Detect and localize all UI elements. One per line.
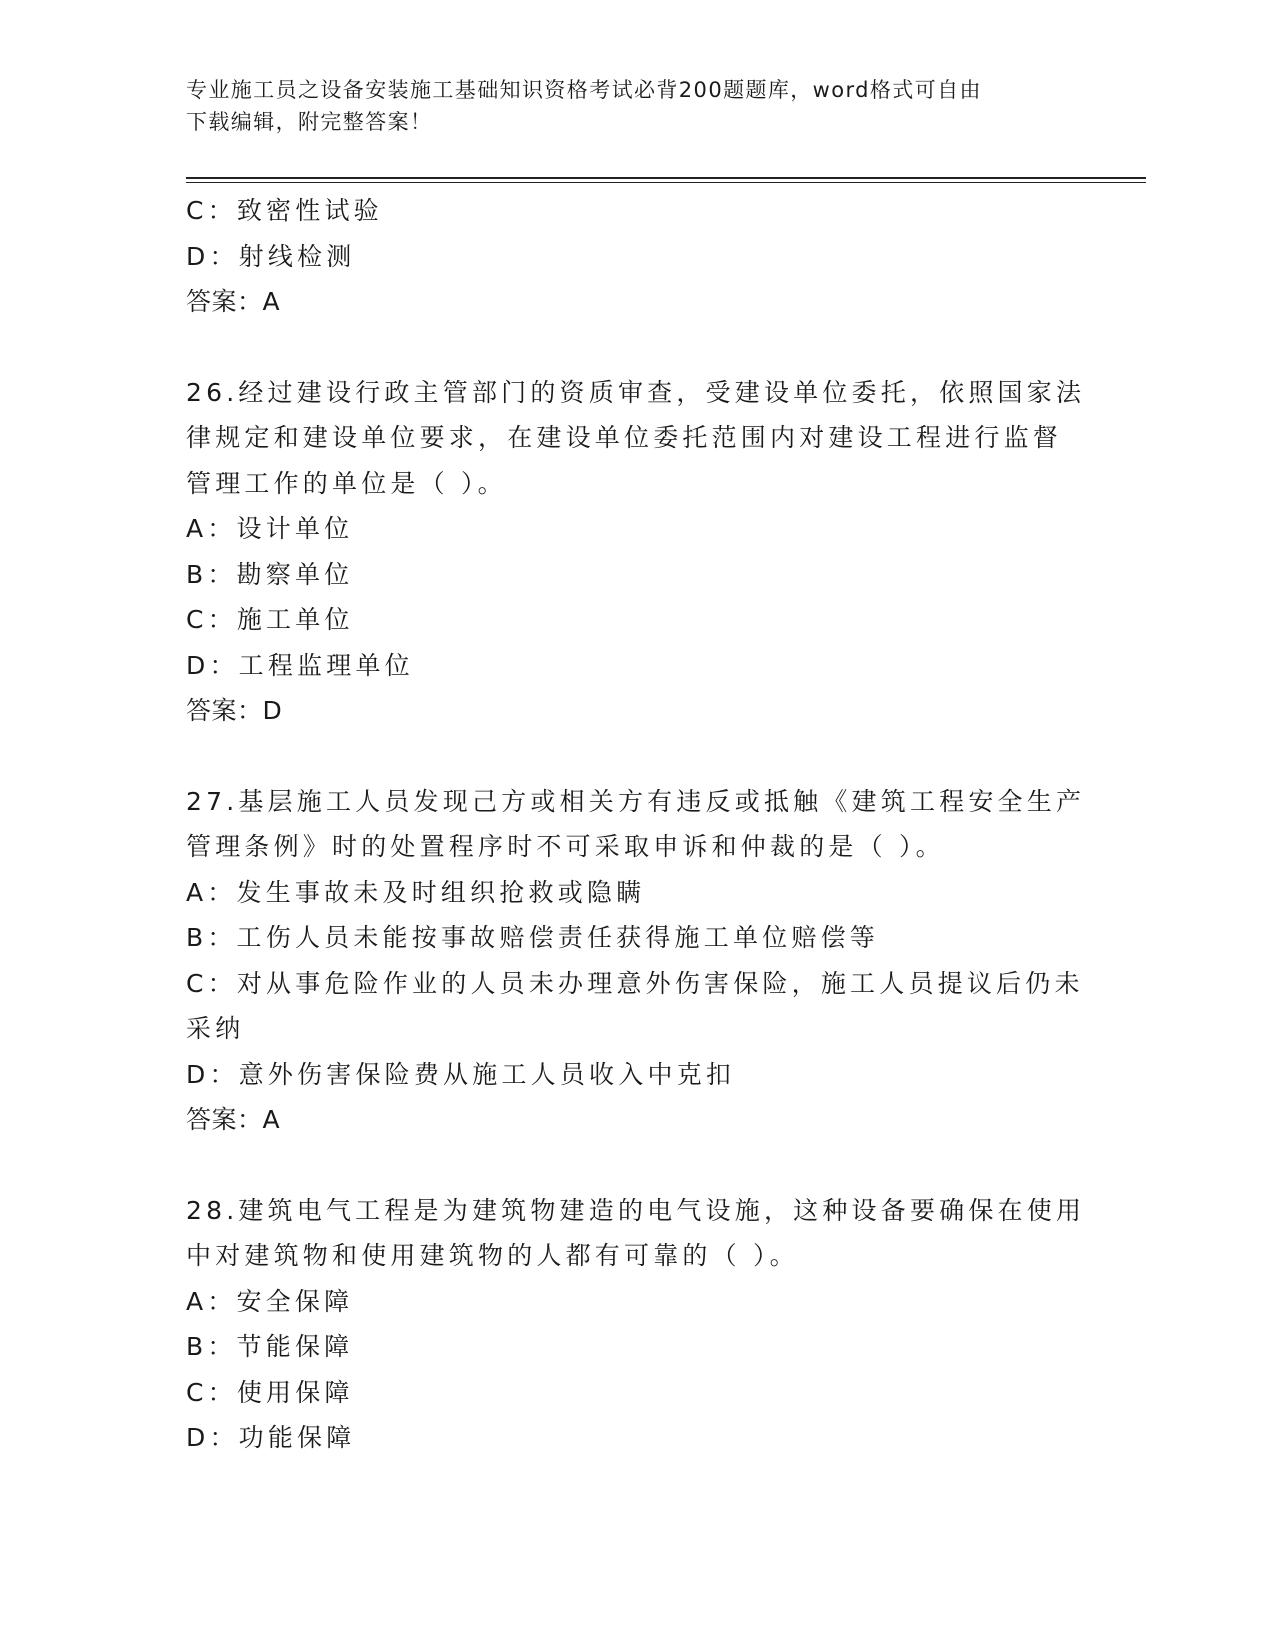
header-divider-thick [186,177,1146,179]
option-b: B：勘察单位 [186,559,354,589]
option-b: B：节能保障 [186,1332,354,1361]
answer-label: 答案： [186,287,263,316]
header-line-1: 专业施工员之设备安装施工基础知识资格考试必背200题题库，word格式可自由 [186,78,982,102]
header-divider-thin [186,182,1146,183]
option-b: B：工伤人员未能按事故赔偿责任获得施工单位赔偿等 [186,923,879,952]
answer-line [186,1097,1086,1143]
option-c: C：施工单位 [186,605,354,634]
answer-label: 答案： [186,1105,263,1134]
option-a: A：安全保障 [186,1286,354,1316]
option-d: D：工程监理单位 [186,650,414,680]
option-d: D：射线检测 [186,241,356,271]
option-c: C：致密性试验 [186,196,383,225]
option-c: C：对从事危险作业的人员未办理意外伤害保险，施工人员提议后仍未 [186,968,1084,998]
question-28 [186,1188,1086,1461]
question-text: 28.建筑电气工程是为建筑物建造的电气设施，这种设备要确保在使用 [186,1195,1086,1225]
question-text: 管理条例》时的处置程序时不可采取申诉和仲裁的是（ ）。 [186,832,945,861]
answer-line [186,279,1086,325]
option-d: D：功能保障 [186,1423,356,1452]
answer-value: A [262,1105,281,1134]
question-26 [186,370,1086,734]
answer-value: A [262,287,281,316]
header-line-2: 下载编辑，附完整答案！ [186,110,433,134]
option-a: A：发生事故未及时组织抢救或隐瞒 [186,877,646,907]
question-text: 管理工作的单位是（ ）。 [186,468,507,498]
question-text: 律规定和建设单位要求，在建设单位委托范围内对建设工程进行监督 [186,423,1063,452]
document-body [186,188,1086,1461]
option-c-continued: 采纳 [186,1014,245,1043]
answer-value: D [262,696,283,725]
answer-line [186,688,1086,734]
option-c: C：使用保障 [186,1377,354,1407]
question-text: 27.基层施工人员发现己方或相关方有违反或抵触《建筑工程安全生产 [186,786,1086,816]
document-header [186,74,1066,138]
option-d: D：意外伤害保险费从施工人员收入中克扣 [186,1059,736,1089]
question-27 [186,779,1086,1143]
option-a: A：设计单位 [186,514,354,543]
previous-question-tail [186,188,1086,325]
question-text: 26.经过建设行政主管部门的资质审查，受建设单位委托，依照国家法 [186,377,1086,407]
answer-label: 答案： [186,696,263,725]
question-text: 中对建筑物和使用建筑物的人都有可靠的（ ）。 [186,1241,799,1270]
